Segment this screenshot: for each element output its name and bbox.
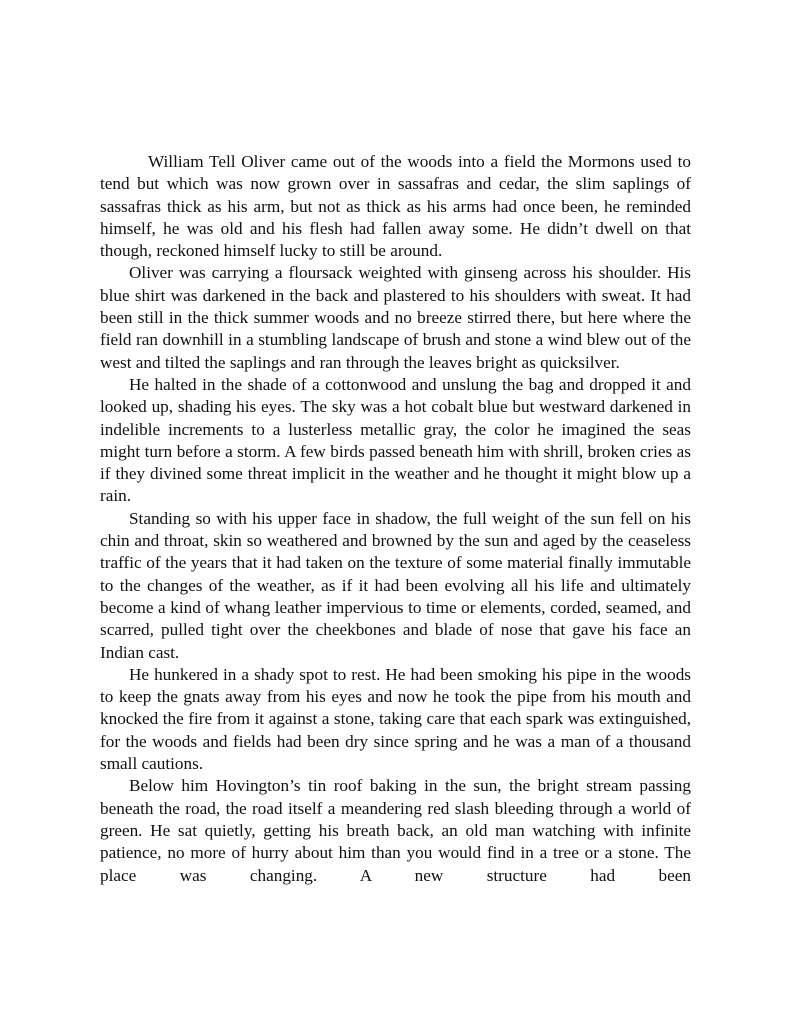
paragraph-2: Oliver was carrying a floursack weighted with ginseng across his shoulder. His blue shirt was darkened in the back and plastered to his shoulders with sweat. It had been still in the thick summer woods and no breeze stirred there, but here where the field ran downhill in a stumbling landscape of brush and stone a wind blew out of the west and tilted the saplings and ran through the leaves bright as quicksilver.	[100, 263, 691, 372]
body-text	[100, 151, 691, 887]
paragraph-3: He halted in the shade of a cottonwood and unslung the bag and dropped it and looked up, shading his eyes. The sky was a hot cobalt blue but westward darkened in indelible increments to a lusterless metallic gray, the color he imagined the seas might turn before a storm. A few birds passed beneath him with shrill, broken cries as if they divined some threat implicit in the weather and he thought it might blow up a rain.	[100, 374, 691, 506]
paragraph-4: Standing so with his upper face in shadow, the full weight of the sun fell on his chin and throat, skin so weathered and browned by the sun and aged by the ceaseless traffic of the years that it had taken on the texture of some material finally immutable to the changes of the weather, as if it had been evolving all his life and ultimately become a kind of whang leather impervious to time or elements, corded, seamed, and scarred, pulled tight over the cheekbones and blade of nose that gave his face an Indian cast.	[100, 508, 691, 662]
paragraph-1: William Tell Oliver came out of the woods into a field the Mormons used to tend but which was now grown over in sassafras and cedar, the slim saplings of sassafras thick as his arm, but not as thick as his arms had once been, he reminded himself, he was old and his flesh had fallen away some. He didn’t dwell on that though, reckoned himself lucky to still be around.	[100, 152, 691, 261]
paragraph-5: He hunkered in a shady spot to rest. He had been smoking his pipe in the woods to keep the gnats away from his eyes and now he took the pipe from his mouth and knocked the fire from it against a stone, taking care that each spark was extinguished, for the woods and fields had been dry since spring and he was a man of a thousand small cautions.	[100, 664, 691, 774]
paragraph-6: Below him Hovington’s tin roof baking in the sun, the bright stream passing beneath the road, the road itself a meandering red slash bleeding through a world of green. He sat quietly, getting his breath back, an old man watching with infinite patience, no more of hurry about him than you would find in a tree or a stone. The place was changing. A new structure had been	[100, 776, 691, 885]
